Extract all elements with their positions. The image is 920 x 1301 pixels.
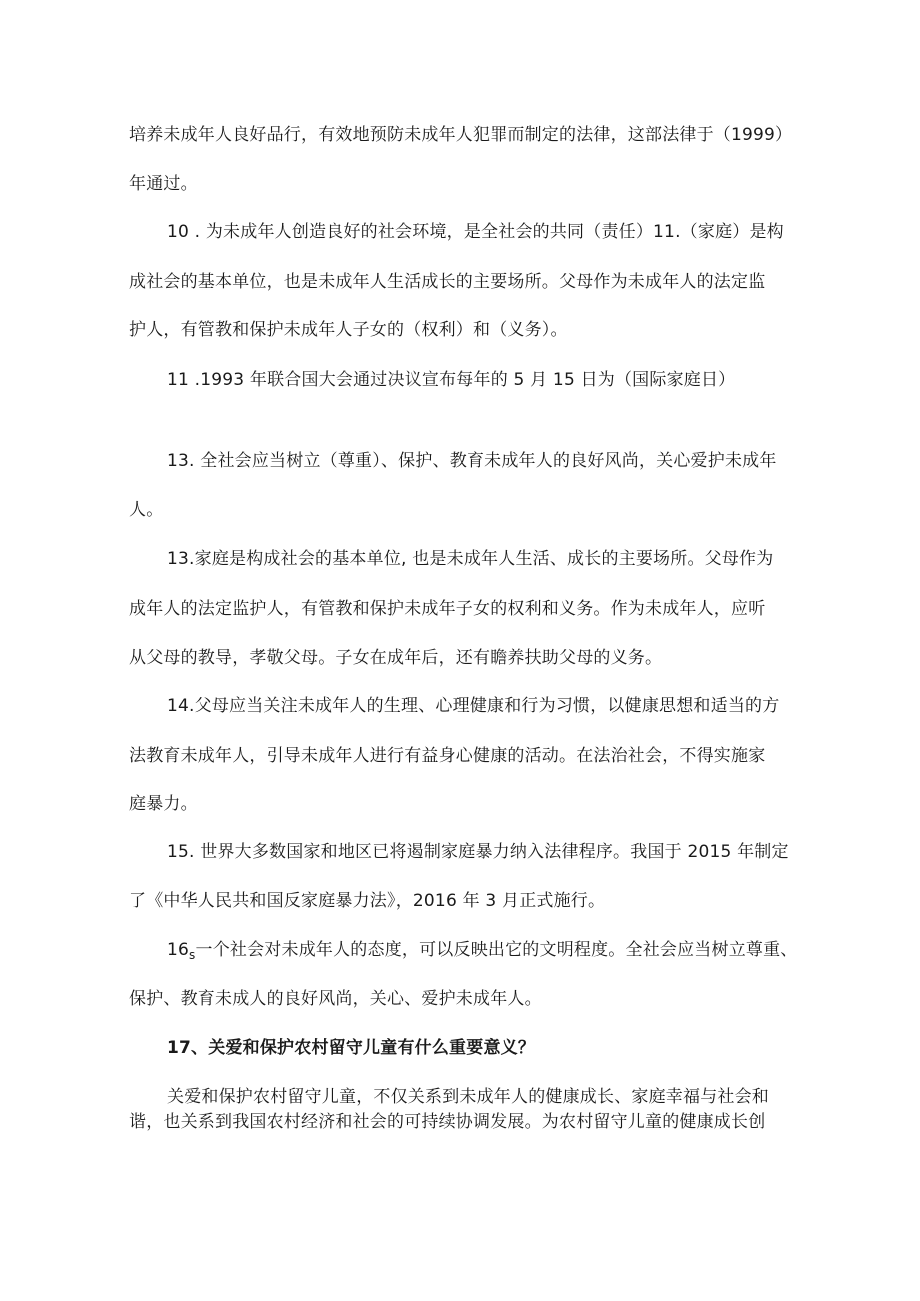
text-line: 关爱和保护农村留守儿童，不仅关系到未成年人的健康成长、家庭幸福与社会和	[167, 1087, 769, 1107]
text-line: 护人，有管教和保护未成年人子女的（权利）和（义务）。	[129, 320, 568, 340]
text-line: 14.父母应当关注未成年人的生理、心理健康和行为习惯，以健康思想和适当的方	[167, 696, 780, 716]
item-text: 一个社会对未成年人的态度，可以反映出它的文明程度。全社会应当树立尊重、	[195, 940, 798, 960]
text-line: 年通过。	[129, 174, 198, 194]
text-line: 了《中华人民共和国反家庭暴力法》，2016 年 3 月正式施行。	[129, 891, 606, 911]
text-line: 从父母的教导，孝敬父母。子女在成年后，还有瞻养扶助父母的义务。	[129, 648, 663, 668]
text-line: 谐，也关系到我国农村经济和社会的可持续协调发展。为农村留守儿童的健康成长创	[129, 1112, 766, 1132]
text-line: 成年人的法定监护人，有管教和保护未成年子女的权利和义务。作为未成年人，应听	[129, 599, 766, 619]
text-line: 15. 世界大多数国家和地区已将遏制家庭暴力纳入法律程序。我国于 2015 年制定	[167, 842, 789, 862]
text-line: 成社会的基本单位，也是未成年人生活成长的主要场所。父母作为未成年人的法定监	[129, 272, 766, 292]
text-line	[167, 938, 798, 967]
text-line: 培养未成年人良好品行，有效地预防未成年人犯罪而制定的法律，这部法律于（1999）	[129, 125, 793, 145]
item-number-subscript: s	[189, 948, 196, 962]
text-line: 13. 全社会应当树立（尊重）、保护、教育未成年人的良好风尚，关心爱护未成年	[167, 451, 777, 471]
text-line: 11 .1993 年联合国大会通过决议宣布每年的 5 月 15 日为（国际家庭日）	[167, 370, 736, 390]
text-line: 13.家庭是构成社会的基本单位, 也是未成年人生活、成长的主要场所。父母作为	[167, 549, 774, 569]
text-line: 人。	[129, 500, 164, 520]
item-number: 16	[167, 940, 190, 960]
text-line: 10 . 为未成年人创造良好的社会环境，是全社会的共同（责任）11.（家庭）是构	[167, 222, 784, 242]
text-line: 法教育未成年人，引导未成年人进行有益身心健康的活动。在法治社会，不得实施家	[129, 746, 766, 766]
text-line: 保护、教育未成人的良好风尚，关心、爱护未成年人。	[129, 989, 542, 1009]
text-line: 庭暴力。	[129, 794, 198, 814]
section-heading: 17、关爱和保护农村留守儿童有什么重要意义？	[167, 1038, 536, 1058]
